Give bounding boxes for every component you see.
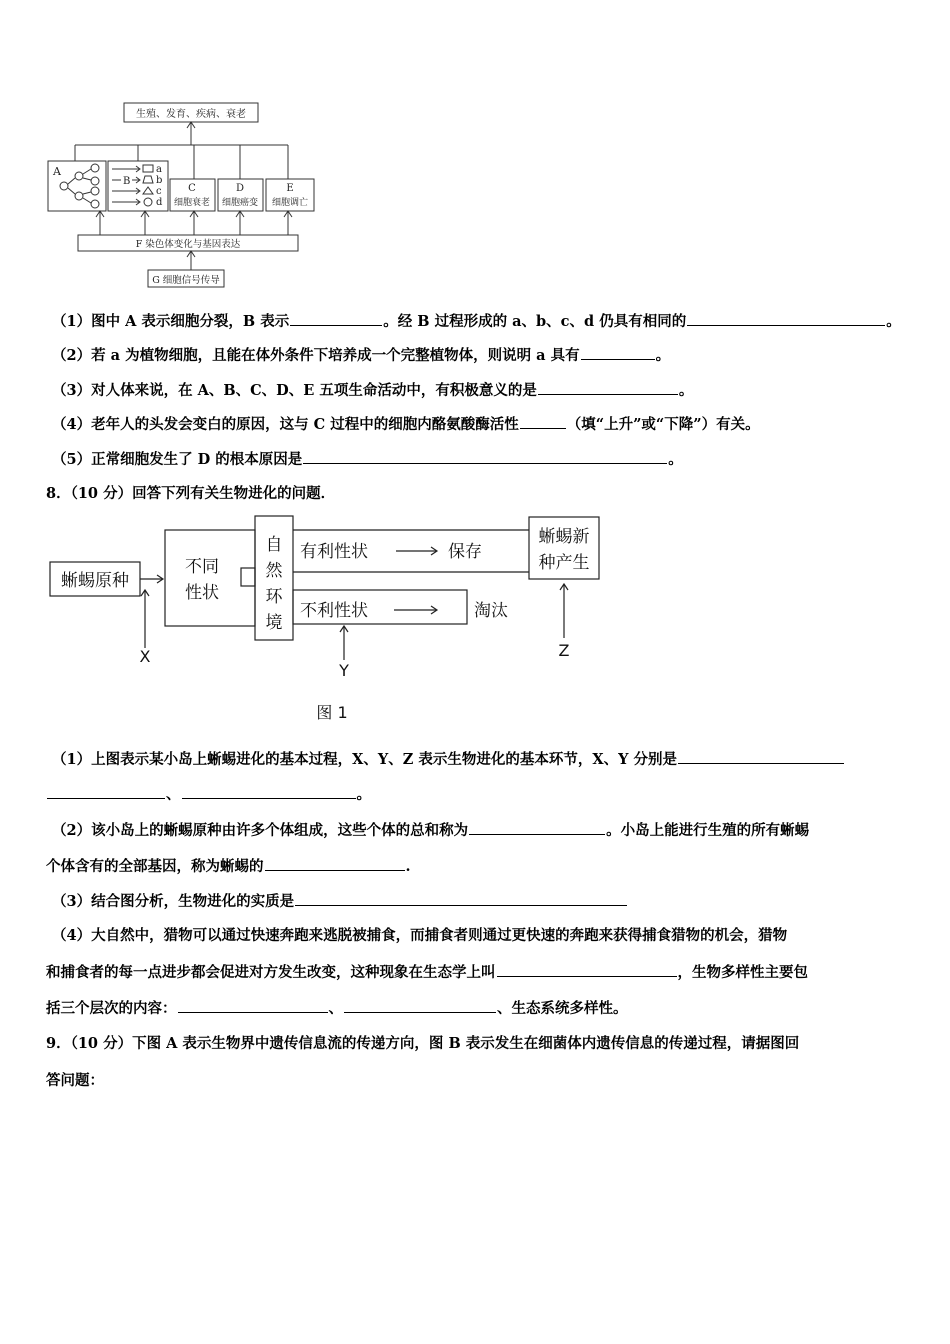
q7-p3b: 。 (678, 382, 694, 399)
q7-blank-1[interactable] (290, 311, 382, 326)
q7-line-5 (52, 449, 683, 470)
q8-p2d: . (405, 858, 411, 875)
q7-p3a: （3）对人体来说，在 A、B、C、D、E 五项生命活动中，有积极意义的是 (52, 382, 537, 399)
q8-p1b: 、 (166, 786, 181, 803)
q8-p4e: 、 (328, 1000, 343, 1017)
box-d-letter: D (235, 183, 245, 194)
q8-blank-3[interactable] (182, 784, 356, 799)
q8-line-1 (52, 749, 845, 770)
new-species-line-2: 种产生 (538, 553, 590, 573)
q7-p2b: 。 (655, 347, 671, 364)
q8-line-3 (52, 820, 809, 841)
q8-blank-6[interactable] (295, 891, 627, 906)
q7-line-1 (52, 311, 901, 332)
q8-p4f: 、生态系统多样性。 (497, 1000, 628, 1017)
origin-label: 蜥蜴原种 (61, 571, 129, 591)
q7-blank-3[interactable] (581, 345, 655, 360)
q8-header (46, 484, 335, 504)
x-label: X (139, 647, 151, 666)
q8-blank-8[interactable] (178, 998, 328, 1013)
box-b-label: B (123, 176, 131, 187)
cell-c-label: c (156, 186, 162, 197)
q8-p2c: 个体含有的全部基因，称为蜥蜴的 (46, 858, 264, 875)
q8-p1a: （1）上图表示某小岛上蜥蜴进化的基本过程，X、Y、Z 表示生物进化的基本环节，X、Y 分别是 (52, 751, 677, 768)
box-f-label: F 染色体变化与基因表达 (135, 239, 241, 250)
q8-p1c: 。 (356, 786, 371, 803)
env-char-4: 境 (265, 613, 283, 633)
cell-a-label: a (156, 164, 162, 175)
favorable-label: 有利性状 (300, 542, 368, 562)
q8-p3a: （3）结合图分析，生物进化的实质是 (52, 893, 295, 910)
cell-b-label: b (156, 175, 163, 186)
box-g-label: G 细胞信号传导 (152, 275, 220, 286)
box-c-text: 细胞衰老 (173, 198, 211, 208)
q8-blank-1[interactable] (678, 749, 844, 764)
q8-blank-2[interactable] (47, 784, 165, 799)
q7-blank-4[interactable] (538, 380, 678, 395)
q8-line-4 (46, 856, 411, 877)
q7-p2a: （2）若 a 为植物细胞，且能在体外条件下培养成一个完整植物体，则说明 a 具有 (52, 347, 580, 364)
q8-p4d: 括三个层次的内容： (46, 1000, 177, 1017)
cell-d-label: d (156, 197, 163, 208)
y-label: Y (339, 661, 349, 680)
new-species-line-1: 蜥蜴新 (538, 527, 590, 547)
q7-blank-2[interactable] (687, 311, 885, 326)
q8-line-5 (52, 891, 628, 912)
box-d-text: 细胞癌变 (221, 198, 259, 208)
q8-blank-9[interactable] (344, 998, 496, 1013)
traits-line-1: 不同 (185, 557, 219, 577)
q8-line-2 (46, 784, 371, 805)
q8-header-text: 8．（10 分）回答下列有关生物进化的问题． (46, 485, 336, 502)
z-label: Z (558, 641, 570, 660)
eliminate-label: 淘汰 (474, 601, 508, 621)
q8-blank-5[interactable] (265, 856, 405, 871)
box-e-letter: E (286, 183, 294, 194)
figure-caption: 图 1 (316, 703, 348, 722)
unfavorable-label: 不利性状 (300, 601, 368, 621)
q7-p1b: 。经 B 过程形成的 a、b、c、d 仍具有相同的 (383, 313, 687, 330)
q8-p2b: 。小岛上能进行生殖的所有蜥蜴 (606, 822, 810, 839)
q8-p4a: （4）大自然中，猎物可以通过快速奔跑来逃脱被捕食，而捕食者则通过更快速的奔跑来获得捕食猎物的机会，猎物 (52, 927, 788, 944)
keep-label: 保存 (448, 542, 482, 562)
q7-p4a: （4）老年人的头发会变白的原因，这与 C 过程中的细胞内酪氨酸酶活性 (52, 416, 519, 433)
q8-p4c: ，生物多样性主要包 (677, 964, 808, 981)
q8-p2a: （2）该小岛上的蜥蜴原种由许多个体组成，这些个体的总和称为 (52, 822, 469, 839)
traits-line-2: 性状 (185, 583, 219, 603)
q8-blank-7[interactable] (497, 962, 677, 977)
q7-p5a: （5）正常细胞发生了 D 的根本原因是 (52, 451, 303, 468)
q9-line-2 (46, 1071, 104, 1091)
q7-line-4 (52, 414, 760, 435)
q8-blank-4[interactable] (469, 820, 605, 835)
q8-p4b: 和捕食者的每一点进步都会促进对方发生改变，这种现象在生态学上叫 (46, 964, 496, 981)
q7-blank-6[interactable] (303, 449, 667, 464)
q8-line-7 (46, 962, 808, 983)
q7-p5b: 。 (668, 451, 683, 468)
cell-activity-diagram (44, 95, 324, 290)
q7-p1a: （1）图中 A 表示细胞分裂，B 表示 (52, 313, 290, 330)
q8-line-6 (52, 926, 787, 946)
q9-header (46, 1034, 799, 1054)
q7-line-2 (52, 345, 670, 366)
q7-blank-5[interactable] (520, 414, 566, 429)
q7-p1c: 。 (886, 313, 901, 330)
top-box-label: 生殖、发育、疾病、衰老 (136, 109, 246, 120)
env-char-1: 自 (265, 535, 283, 555)
box-e-text: 细胞调亡 (271, 198, 309, 208)
box-a-label: A (53, 165, 61, 178)
env-char-2: 然 (265, 561, 283, 581)
env-char-3: 环 (265, 587, 283, 607)
box-c-letter: C (188, 183, 196, 194)
q8-line-8 (46, 998, 628, 1019)
q9-header-text: 9．（10 分）下图 A 表示生物界中遗传信息流的传递方向，图 B 表示发生在细菌体内遗传信息的传递过程，请据图回 (46, 1035, 800, 1052)
q7-line-3 (52, 380, 693, 401)
evolution-diagram (44, 510, 614, 725)
q9-line-2-text: 答问题： (46, 1072, 104, 1089)
q7-p4b: （填“上升”或“下降”）有关。 (566, 416, 760, 433)
